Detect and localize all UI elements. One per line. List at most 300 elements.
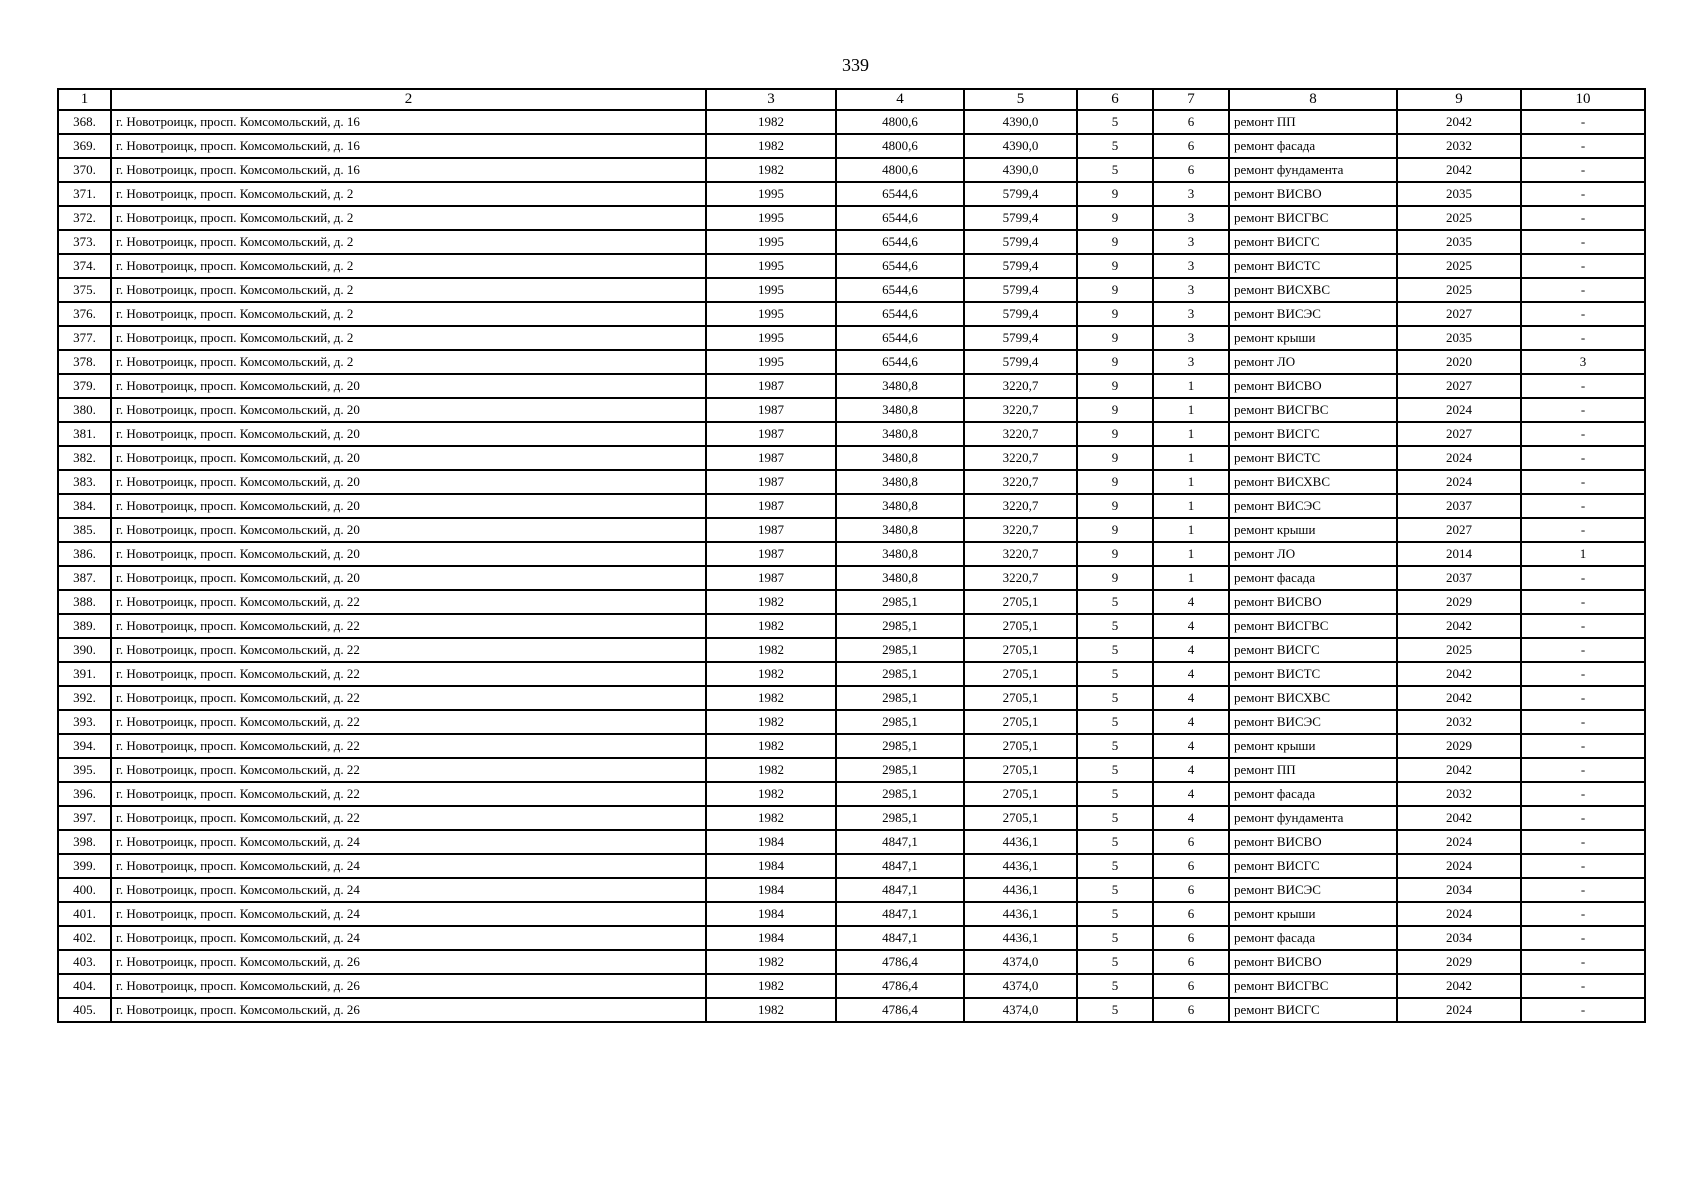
build-year-cell: 1987 — [706, 470, 836, 494]
entrances-cell: 6 — [1153, 998, 1229, 1022]
living-area-cell: 5799,4 — [964, 278, 1077, 302]
planned-year-cell: 2035 — [1397, 326, 1521, 350]
entrances-cell: 1 — [1153, 542, 1229, 566]
work-type-cell: ремонт крыши — [1229, 734, 1397, 758]
row-number-cell: 400. — [58, 878, 111, 902]
col10-cell: - — [1521, 614, 1645, 638]
living-area-cell: 4390,0 — [964, 134, 1077, 158]
address-cell: г. Новотроицк, просп. Комсомольский, д. 22 — [111, 590, 706, 614]
table-row — [58, 950, 1645, 974]
total-area-cell: 2985,1 — [836, 782, 964, 806]
row-number-cell: 381. — [58, 422, 111, 446]
total-area-cell: 4800,6 — [836, 134, 964, 158]
work-type-cell: ремонт ВИСТС — [1229, 662, 1397, 686]
address-cell: г. Новотроицк, просп. Комсомольский, д. 22 — [111, 758, 706, 782]
address-cell: г. Новотроицк, просп. Комсомольский, д. 20 — [111, 446, 706, 470]
entrances-cell: 1 — [1153, 398, 1229, 422]
entrances-cell: 1 — [1153, 566, 1229, 590]
table-row — [58, 686, 1645, 710]
work-type-cell: ремонт ВИСГВС — [1229, 614, 1397, 638]
build-year-cell: 1982 — [706, 590, 836, 614]
entrances-cell: 6 — [1153, 974, 1229, 998]
planned-year-cell: 2032 — [1397, 782, 1521, 806]
work-type-cell: ремонт крыши — [1229, 518, 1397, 542]
table-row — [58, 254, 1645, 278]
planned-year-cell: 2025 — [1397, 638, 1521, 662]
table-row — [58, 278, 1645, 302]
row-number-cell: 372. — [58, 206, 111, 230]
planned-year-cell: 2020 — [1397, 350, 1521, 374]
total-area-cell: 2985,1 — [836, 710, 964, 734]
total-area-cell: 4800,6 — [836, 110, 964, 134]
table-row — [58, 158, 1645, 182]
build-year-cell: 1995 — [706, 302, 836, 326]
row-number-cell: 390. — [58, 638, 111, 662]
work-type-cell: ремонт ВИСХВС — [1229, 278, 1397, 302]
row-number-cell: 370. — [58, 158, 111, 182]
column-header-4: 4 — [836, 89, 964, 110]
table-row — [58, 302, 1645, 326]
living-area-cell: 4436,1 — [964, 878, 1077, 902]
column-header-6: 6 — [1077, 89, 1153, 110]
floors-cell: 5 — [1077, 638, 1153, 662]
build-year-cell: 1995 — [706, 326, 836, 350]
planned-year-cell: 2025 — [1397, 254, 1521, 278]
work-type-cell: ремонт ПП — [1229, 110, 1397, 134]
living-area-cell: 5799,4 — [964, 254, 1077, 278]
table-row — [58, 614, 1645, 638]
floors-cell: 5 — [1077, 782, 1153, 806]
total-area-cell: 4847,1 — [836, 926, 964, 950]
col10-cell: - — [1521, 758, 1645, 782]
build-year-cell: 1984 — [706, 902, 836, 926]
living-area-cell: 5799,4 — [964, 230, 1077, 254]
floors-cell: 5 — [1077, 950, 1153, 974]
col10-cell: - — [1521, 518, 1645, 542]
col10-cell: - — [1521, 206, 1645, 230]
col10-cell: 1 — [1521, 542, 1645, 566]
floors-cell: 5 — [1077, 902, 1153, 926]
planned-year-cell: 2014 — [1397, 542, 1521, 566]
table-row — [58, 998, 1645, 1022]
living-area-cell: 2705,1 — [964, 662, 1077, 686]
table-row — [58, 446, 1645, 470]
build-year-cell: 1982 — [706, 638, 836, 662]
table-row — [58, 782, 1645, 806]
planned-year-cell: 2042 — [1397, 686, 1521, 710]
table-row — [58, 494, 1645, 518]
build-year-cell: 1987 — [706, 446, 836, 470]
col10-cell: - — [1521, 974, 1645, 998]
total-area-cell: 4786,4 — [836, 998, 964, 1022]
col10-cell: - — [1521, 854, 1645, 878]
total-area-cell: 2985,1 — [836, 734, 964, 758]
col10-cell: - — [1521, 950, 1645, 974]
work-type-cell: ремонт ВИСГВС — [1229, 206, 1397, 230]
planned-year-cell: 2024 — [1397, 998, 1521, 1022]
planned-year-cell: 2042 — [1397, 974, 1521, 998]
floors-cell: 5 — [1077, 614, 1153, 638]
floors-cell: 5 — [1077, 710, 1153, 734]
build-year-cell: 1984 — [706, 878, 836, 902]
address-cell: г. Новотроицк, просп. Комсомольский, д. 22 — [111, 710, 706, 734]
table-row — [58, 854, 1645, 878]
row-number-cell: 394. — [58, 734, 111, 758]
build-year-cell: 1982 — [706, 110, 836, 134]
build-year-cell: 1982 — [706, 806, 836, 830]
address-cell: г. Новотроицк, просп. Комсомольский, д. 2 — [111, 254, 706, 278]
living-area-cell: 2705,1 — [964, 734, 1077, 758]
living-area-cell: 3220,7 — [964, 398, 1077, 422]
work-type-cell: ремонт ВИСВО — [1229, 374, 1397, 398]
entrances-cell: 6 — [1153, 926, 1229, 950]
living-area-cell: 4390,0 — [964, 110, 1077, 134]
work-type-cell: ремонт фасада — [1229, 782, 1397, 806]
total-area-cell: 2985,1 — [836, 614, 964, 638]
total-area-cell: 2985,1 — [836, 590, 964, 614]
table-body — [58, 110, 1645, 1022]
col10-cell: - — [1521, 494, 1645, 518]
col10-cell: - — [1521, 446, 1645, 470]
row-number-cell: 383. — [58, 470, 111, 494]
floors-cell: 9 — [1077, 494, 1153, 518]
work-type-cell: ремонт ВИСГС — [1229, 230, 1397, 254]
entrances-cell: 6 — [1153, 158, 1229, 182]
row-number-cell: 397. — [58, 806, 111, 830]
living-area-cell: 2705,1 — [964, 806, 1077, 830]
floors-cell: 9 — [1077, 566, 1153, 590]
column-header-3: 3 — [706, 89, 836, 110]
row-number-cell: 388. — [58, 590, 111, 614]
living-area-cell: 5799,4 — [964, 182, 1077, 206]
living-area-cell: 2705,1 — [964, 614, 1077, 638]
planned-year-cell: 2027 — [1397, 518, 1521, 542]
work-type-cell: ремонт ВИСЭС — [1229, 494, 1397, 518]
address-cell: г. Новотроицк, просп. Комсомольский, д. 20 — [111, 542, 706, 566]
column-number-header — [58, 89, 1645, 110]
col10-cell: - — [1521, 470, 1645, 494]
row-number-cell: 391. — [58, 662, 111, 686]
total-area-cell: 6544,6 — [836, 206, 964, 230]
build-year-cell: 1984 — [706, 926, 836, 950]
col10-cell: - — [1521, 686, 1645, 710]
address-cell: г. Новотроицк, просп. Комсомольский, д. 20 — [111, 494, 706, 518]
column-header-5: 5 — [964, 89, 1077, 110]
planned-year-cell: 2027 — [1397, 302, 1521, 326]
address-cell: г. Новотроицк, просп. Комсомольский, д. 2 — [111, 230, 706, 254]
total-area-cell: 3480,8 — [836, 542, 964, 566]
row-number-cell: 380. — [58, 398, 111, 422]
floors-cell: 9 — [1077, 182, 1153, 206]
address-cell: г. Новотроицк, просп. Комсомольский, д. 26 — [111, 998, 706, 1022]
col10-cell: - — [1521, 182, 1645, 206]
table-row — [58, 830, 1645, 854]
total-area-cell: 6544,6 — [836, 302, 964, 326]
table-row — [58, 926, 1645, 950]
work-type-cell: ремонт крыши — [1229, 326, 1397, 350]
address-cell: г. Новотроицк, просп. Комсомольский, д. 2 — [111, 350, 706, 374]
entrances-cell: 3 — [1153, 350, 1229, 374]
entrances-cell: 4 — [1153, 614, 1229, 638]
col10-cell: - — [1521, 374, 1645, 398]
work-type-cell: ремонт ВИСВО — [1229, 950, 1397, 974]
entrances-cell: 3 — [1153, 182, 1229, 206]
planned-year-cell: 2035 — [1397, 182, 1521, 206]
work-type-cell: ремонт ВИСХВС — [1229, 686, 1397, 710]
floors-cell: 5 — [1077, 926, 1153, 950]
build-year-cell: 1982 — [706, 686, 836, 710]
capital-repair-register-table — [57, 88, 1646, 1023]
floors-cell: 9 — [1077, 206, 1153, 230]
floors-cell: 9 — [1077, 422, 1153, 446]
table-row — [58, 518, 1645, 542]
planned-year-cell: 2025 — [1397, 206, 1521, 230]
col10-cell: - — [1521, 302, 1645, 326]
row-number-cell: 403. — [58, 950, 111, 974]
living-area-cell: 4390,0 — [964, 158, 1077, 182]
living-area-cell: 5799,4 — [964, 326, 1077, 350]
table-row — [58, 974, 1645, 998]
planned-year-cell: 2032 — [1397, 710, 1521, 734]
floors-cell: 5 — [1077, 110, 1153, 134]
work-type-cell: ремонт ЛО — [1229, 542, 1397, 566]
floors-cell: 9 — [1077, 470, 1153, 494]
living-area-cell: 5799,4 — [964, 302, 1077, 326]
planned-year-cell: 2024 — [1397, 854, 1521, 878]
table-row — [58, 566, 1645, 590]
col10-cell: - — [1521, 902, 1645, 926]
planned-year-cell: 2024 — [1397, 398, 1521, 422]
col10-cell: - — [1521, 566, 1645, 590]
work-type-cell: ремонт ВИСЭС — [1229, 878, 1397, 902]
entrances-cell: 6 — [1153, 854, 1229, 878]
row-number-cell: 387. — [58, 566, 111, 590]
address-cell: г. Новотроицк, просп. Комсомольский, д. 24 — [111, 830, 706, 854]
address-cell: г. Новотроицк, просп. Комсомольский, д. 24 — [111, 902, 706, 926]
address-cell: г. Новотроицк, просп. Комсомольский, д. 22 — [111, 662, 706, 686]
floors-cell: 5 — [1077, 158, 1153, 182]
floors-cell: 9 — [1077, 446, 1153, 470]
planned-year-cell: 2037 — [1397, 494, 1521, 518]
table-row — [58, 206, 1645, 230]
living-area-cell: 5799,4 — [964, 206, 1077, 230]
row-number-cell: 371. — [58, 182, 111, 206]
build-year-cell: 1984 — [706, 854, 836, 878]
col10-cell: - — [1521, 110, 1645, 134]
entrances-cell: 3 — [1153, 254, 1229, 278]
table-row — [58, 902, 1645, 926]
table-row — [58, 590, 1645, 614]
entrances-cell: 4 — [1153, 590, 1229, 614]
total-area-cell: 3480,8 — [836, 446, 964, 470]
entrances-cell: 4 — [1153, 710, 1229, 734]
total-area-cell: 3480,8 — [836, 422, 964, 446]
row-number-cell: 405. — [58, 998, 111, 1022]
table-row — [58, 710, 1645, 734]
living-area-cell: 4436,1 — [964, 830, 1077, 854]
table-row — [58, 734, 1645, 758]
entrances-cell: 3 — [1153, 206, 1229, 230]
total-area-cell: 6544,6 — [836, 230, 964, 254]
build-year-cell: 1995 — [706, 350, 836, 374]
address-cell: г. Новотроицк, просп. Комсомольский, д. 24 — [111, 854, 706, 878]
build-year-cell: 1982 — [706, 758, 836, 782]
entrances-cell: 4 — [1153, 734, 1229, 758]
planned-year-cell: 2027 — [1397, 374, 1521, 398]
total-area-cell: 3480,8 — [836, 470, 964, 494]
column-header-7: 7 — [1153, 89, 1229, 110]
entrances-cell: 3 — [1153, 230, 1229, 254]
floors-cell: 5 — [1077, 854, 1153, 878]
entrances-cell: 4 — [1153, 662, 1229, 686]
floors-cell: 5 — [1077, 662, 1153, 686]
floors-cell: 5 — [1077, 974, 1153, 998]
address-cell: г. Новотроицк, просп. Комсомольский, д. 20 — [111, 470, 706, 494]
table-row — [58, 542, 1645, 566]
row-number-cell: 401. — [58, 902, 111, 926]
col10-cell: - — [1521, 230, 1645, 254]
work-type-cell: ремонт ВИСГС — [1229, 638, 1397, 662]
build-year-cell: 1995 — [706, 230, 836, 254]
work-type-cell: ремонт ВИСГС — [1229, 998, 1397, 1022]
row-number-cell: 374. — [58, 254, 111, 278]
address-cell: г. Новотроицк, просп. Комсомольский, д. 22 — [111, 614, 706, 638]
floors-cell: 5 — [1077, 878, 1153, 902]
entrances-cell: 6 — [1153, 878, 1229, 902]
living-area-cell: 4374,0 — [964, 950, 1077, 974]
table-row — [58, 110, 1645, 134]
build-year-cell: 1995 — [706, 254, 836, 278]
planned-year-cell: 2042 — [1397, 158, 1521, 182]
planned-year-cell: 2029 — [1397, 734, 1521, 758]
build-year-cell: 1987 — [706, 374, 836, 398]
col10-cell: - — [1521, 782, 1645, 806]
floors-cell: 9 — [1077, 350, 1153, 374]
row-number-cell: 385. — [58, 518, 111, 542]
work-type-cell: ремонт крыши — [1229, 902, 1397, 926]
planned-year-cell: 2035 — [1397, 230, 1521, 254]
build-year-cell: 1982 — [706, 134, 836, 158]
total-area-cell: 3480,8 — [836, 494, 964, 518]
work-type-cell: ремонт фасада — [1229, 566, 1397, 590]
build-year-cell: 1984 — [706, 830, 836, 854]
living-area-cell: 3220,7 — [964, 374, 1077, 398]
address-cell: г. Новотроицк, просп. Комсомольский, д. 2 — [111, 182, 706, 206]
planned-year-cell: 2034 — [1397, 878, 1521, 902]
planned-year-cell: 2024 — [1397, 470, 1521, 494]
col10-cell: - — [1521, 710, 1645, 734]
build-year-cell: 1982 — [706, 974, 836, 998]
planned-year-cell: 2024 — [1397, 830, 1521, 854]
address-cell: г. Новотроицк, просп. Комсомольский, д. 2 — [111, 326, 706, 350]
table-row — [58, 326, 1645, 350]
build-year-cell: 1982 — [706, 998, 836, 1022]
table-row — [58, 398, 1645, 422]
entrances-cell: 3 — [1153, 326, 1229, 350]
col10-cell: - — [1521, 830, 1645, 854]
row-number-cell: 368. — [58, 110, 111, 134]
entrances-cell: 3 — [1153, 278, 1229, 302]
living-area-cell: 3220,7 — [964, 518, 1077, 542]
row-number-cell: 376. — [58, 302, 111, 326]
work-type-cell: ремонт ПП — [1229, 758, 1397, 782]
planned-year-cell: 2042 — [1397, 110, 1521, 134]
work-type-cell: ремонт ВИСЭС — [1229, 710, 1397, 734]
address-cell: г. Новотроицк, просп. Комсомольский, д. 22 — [111, 638, 706, 662]
living-area-cell: 3220,7 — [964, 422, 1077, 446]
build-year-cell: 1982 — [706, 614, 836, 638]
row-number-cell: 402. — [58, 926, 111, 950]
column-header-8: 8 — [1229, 89, 1397, 110]
living-area-cell: 3220,7 — [964, 494, 1077, 518]
living-area-cell: 3220,7 — [964, 470, 1077, 494]
address-cell: г. Новотроицк, просп. Комсомольский, д. 24 — [111, 926, 706, 950]
total-area-cell: 4847,1 — [836, 854, 964, 878]
address-cell: г. Новотроицк, просп. Комсомольский, д. 20 — [111, 518, 706, 542]
column-header-1: 1 — [58, 89, 111, 110]
work-type-cell: ремонт ВИСГВС — [1229, 398, 1397, 422]
work-type-cell: ремонт ВИСХВС — [1229, 470, 1397, 494]
entrances-cell: 1 — [1153, 422, 1229, 446]
build-year-cell: 1987 — [706, 494, 836, 518]
row-number-cell: 379. — [58, 374, 111, 398]
living-area-cell: 4436,1 — [964, 854, 1077, 878]
planned-year-cell: 2042 — [1397, 806, 1521, 830]
floors-cell: 5 — [1077, 830, 1153, 854]
col10-cell: - — [1521, 134, 1645, 158]
total-area-cell: 2985,1 — [836, 662, 964, 686]
table-row — [58, 230, 1645, 254]
column-header-10: 10 — [1521, 89, 1645, 110]
build-year-cell: 1995 — [706, 206, 836, 230]
work-type-cell: ремонт фасада — [1229, 926, 1397, 950]
planned-year-cell: 2042 — [1397, 758, 1521, 782]
entrances-cell: 6 — [1153, 950, 1229, 974]
row-number-cell: 369. — [58, 134, 111, 158]
address-cell: г. Новотроицк, просп. Комсомольский, д. 2 — [111, 278, 706, 302]
col10-cell: - — [1521, 662, 1645, 686]
table-row — [58, 662, 1645, 686]
entrances-cell: 4 — [1153, 686, 1229, 710]
work-type-cell: ремонт ВИСВО — [1229, 182, 1397, 206]
row-number-cell: 395. — [58, 758, 111, 782]
row-number-cell: 398. — [58, 830, 111, 854]
col10-cell: - — [1521, 998, 1645, 1022]
entrances-cell: 6 — [1153, 134, 1229, 158]
table-row — [58, 758, 1645, 782]
row-number-cell: 384. — [58, 494, 111, 518]
address-cell: г. Новотроицк, просп. Комсомольский, д. 22 — [111, 806, 706, 830]
living-area-cell: 2705,1 — [964, 758, 1077, 782]
address-cell: г. Новотроицк, просп. Комсомольский, д. 16 — [111, 110, 706, 134]
total-area-cell: 3480,8 — [836, 566, 964, 590]
work-type-cell: ремонт ВИСЭС — [1229, 302, 1397, 326]
total-area-cell: 4786,4 — [836, 950, 964, 974]
living-area-cell: 2705,1 — [964, 638, 1077, 662]
build-year-cell: 1987 — [706, 398, 836, 422]
total-area-cell: 6544,6 — [836, 350, 964, 374]
total-area-cell: 2985,1 — [836, 638, 964, 662]
floors-cell: 5 — [1077, 806, 1153, 830]
floors-cell: 9 — [1077, 254, 1153, 278]
total-area-cell: 2985,1 — [836, 806, 964, 830]
planned-year-cell: 2032 — [1397, 134, 1521, 158]
total-area-cell: 3480,8 — [836, 518, 964, 542]
entrances-cell: 1 — [1153, 494, 1229, 518]
total-area-cell: 4786,4 — [836, 974, 964, 998]
work-type-cell: ремонт ВИСГС — [1229, 422, 1397, 446]
work-type-cell: ремонт ВИСТС — [1229, 446, 1397, 470]
